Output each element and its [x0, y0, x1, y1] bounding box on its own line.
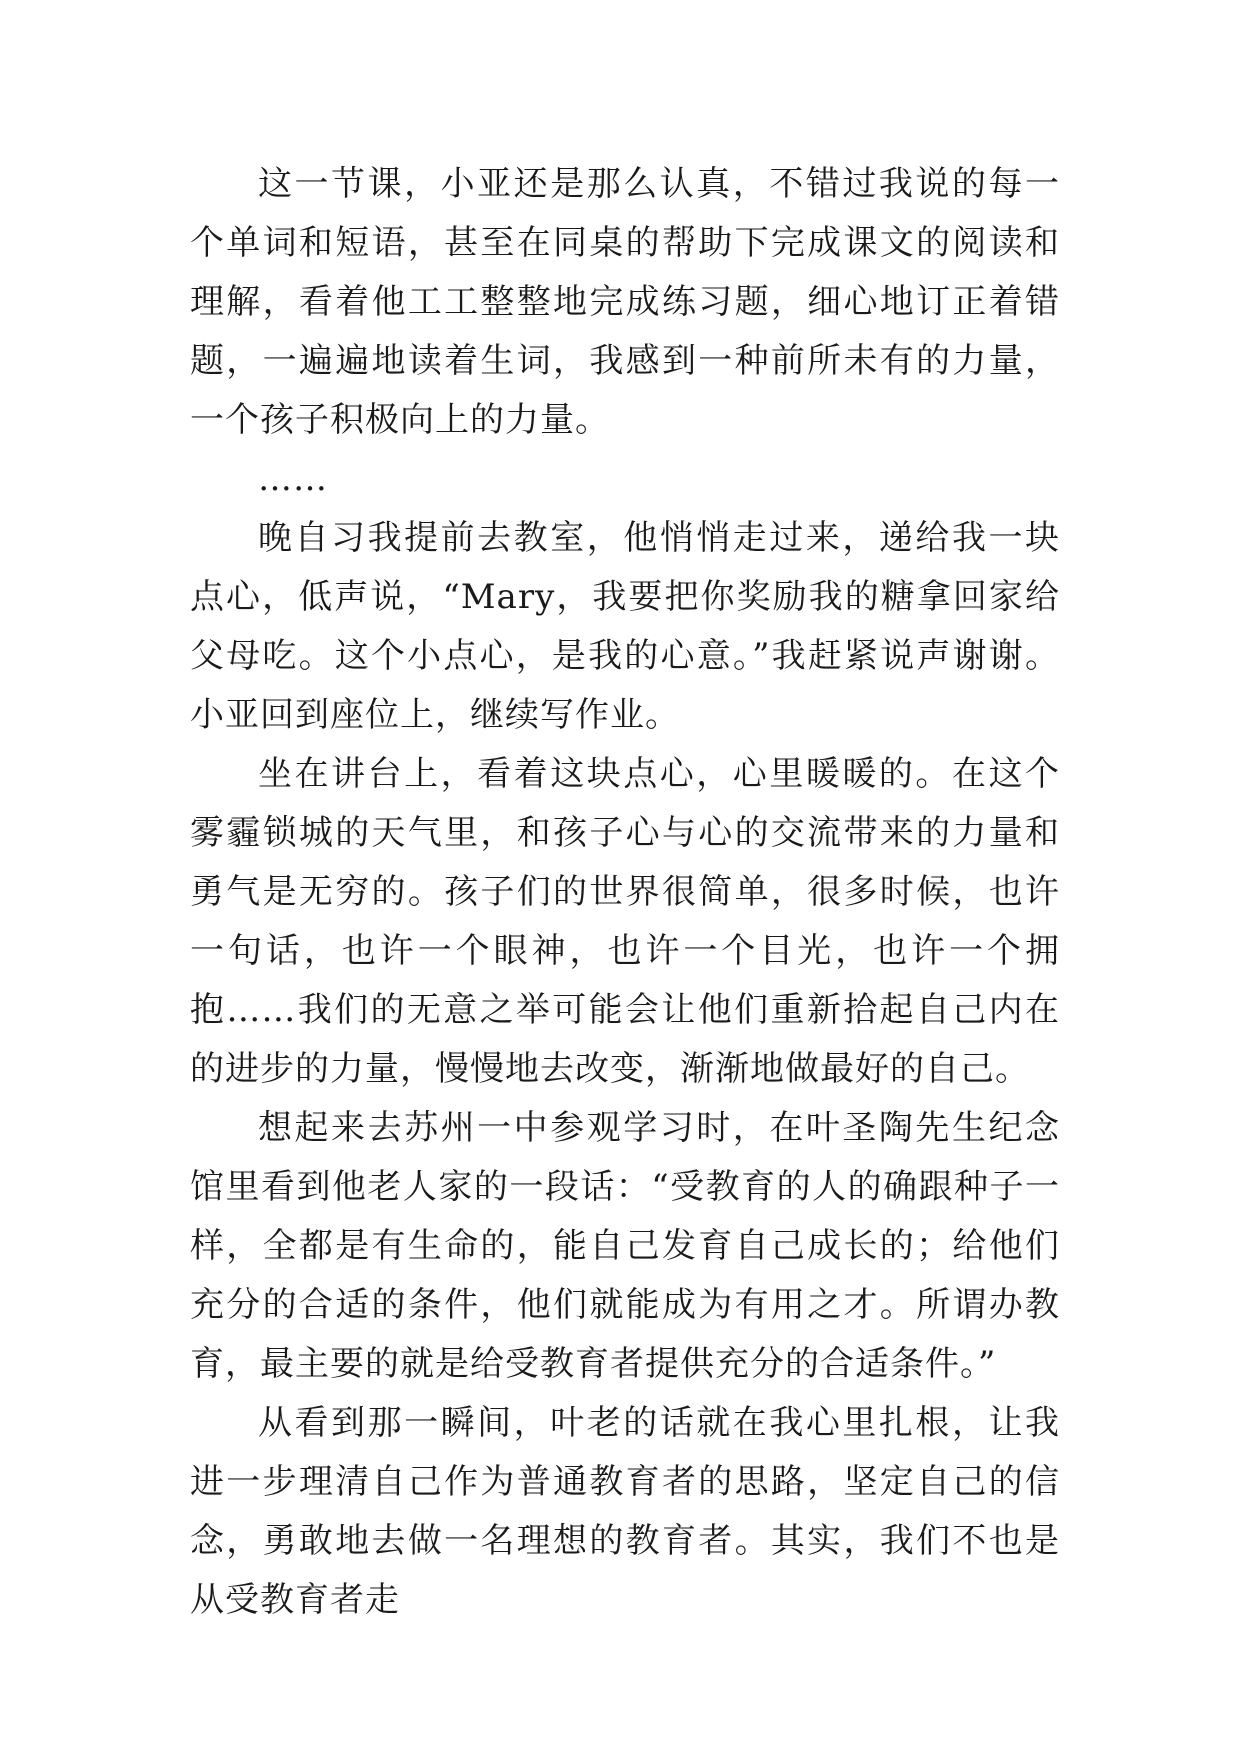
paragraph-5: 从看到那一瞬间，叶老的话就在我心里扎根，让我进一步理清自己作为普通教育者的思路，坚定自己的信念，勇敢地去做一名理想的教育者。其实，我们不也是从受教育者走: [190, 1403, 1060, 1620]
paragraph-1: 这一节课，小亚还是那么认真，不错过我说的每一个单词和短语，甚至在同桌的帮助下完成课文的阅读和理解，看着他工工整整地完成练习题，细心地订正着错题，一遍遍地读着生词，我感到一种前所未有的力量，一个孩子积极向上的力量。: [190, 164, 1060, 440]
document-body: [190, 155, 1060, 1630]
paragraph-2: 晚自习我提前去教室，他悄悄走过来，递给我一块点心，低声说，“Mary，我要把你奖励我的糖拿回家给父母吃。这个小点心，是我的心意。”我赶紧说声谢谢。小亚回到座位上，继续写作业。: [190, 518, 1060, 735]
paragraph-3: 坐在讲台上，看着这块点心，心里暖暖的。在这个雾霾锁城的天气里，和孩子心与心的交流带来的力量和勇气是无穷的。孩子们的世界很简单，很多时候，也许一句话，也许一个眼神，也许一个目光，也许一个拥抱……我们的无意之举可能会让他们重新拾起自己内在的进步的力量，慢慢地去改变，渐渐地做最好的自己。: [190, 754, 1060, 1089]
paragraph-ellipsis: ……: [258, 459, 328, 499]
paragraph-4: 想起来去苏州一中参观学习时，在叶圣陶先生纪念馆里看到他老人家的一段话：“受教育的人的确跟种子一样，全都是有生命的，能自己发育自己成长的；给他们充分的合适的条件，他们就能成为有用之才。所谓办教育，最主要的就是给受教育者提供充分的合适条件。”: [190, 1108, 1060, 1384]
